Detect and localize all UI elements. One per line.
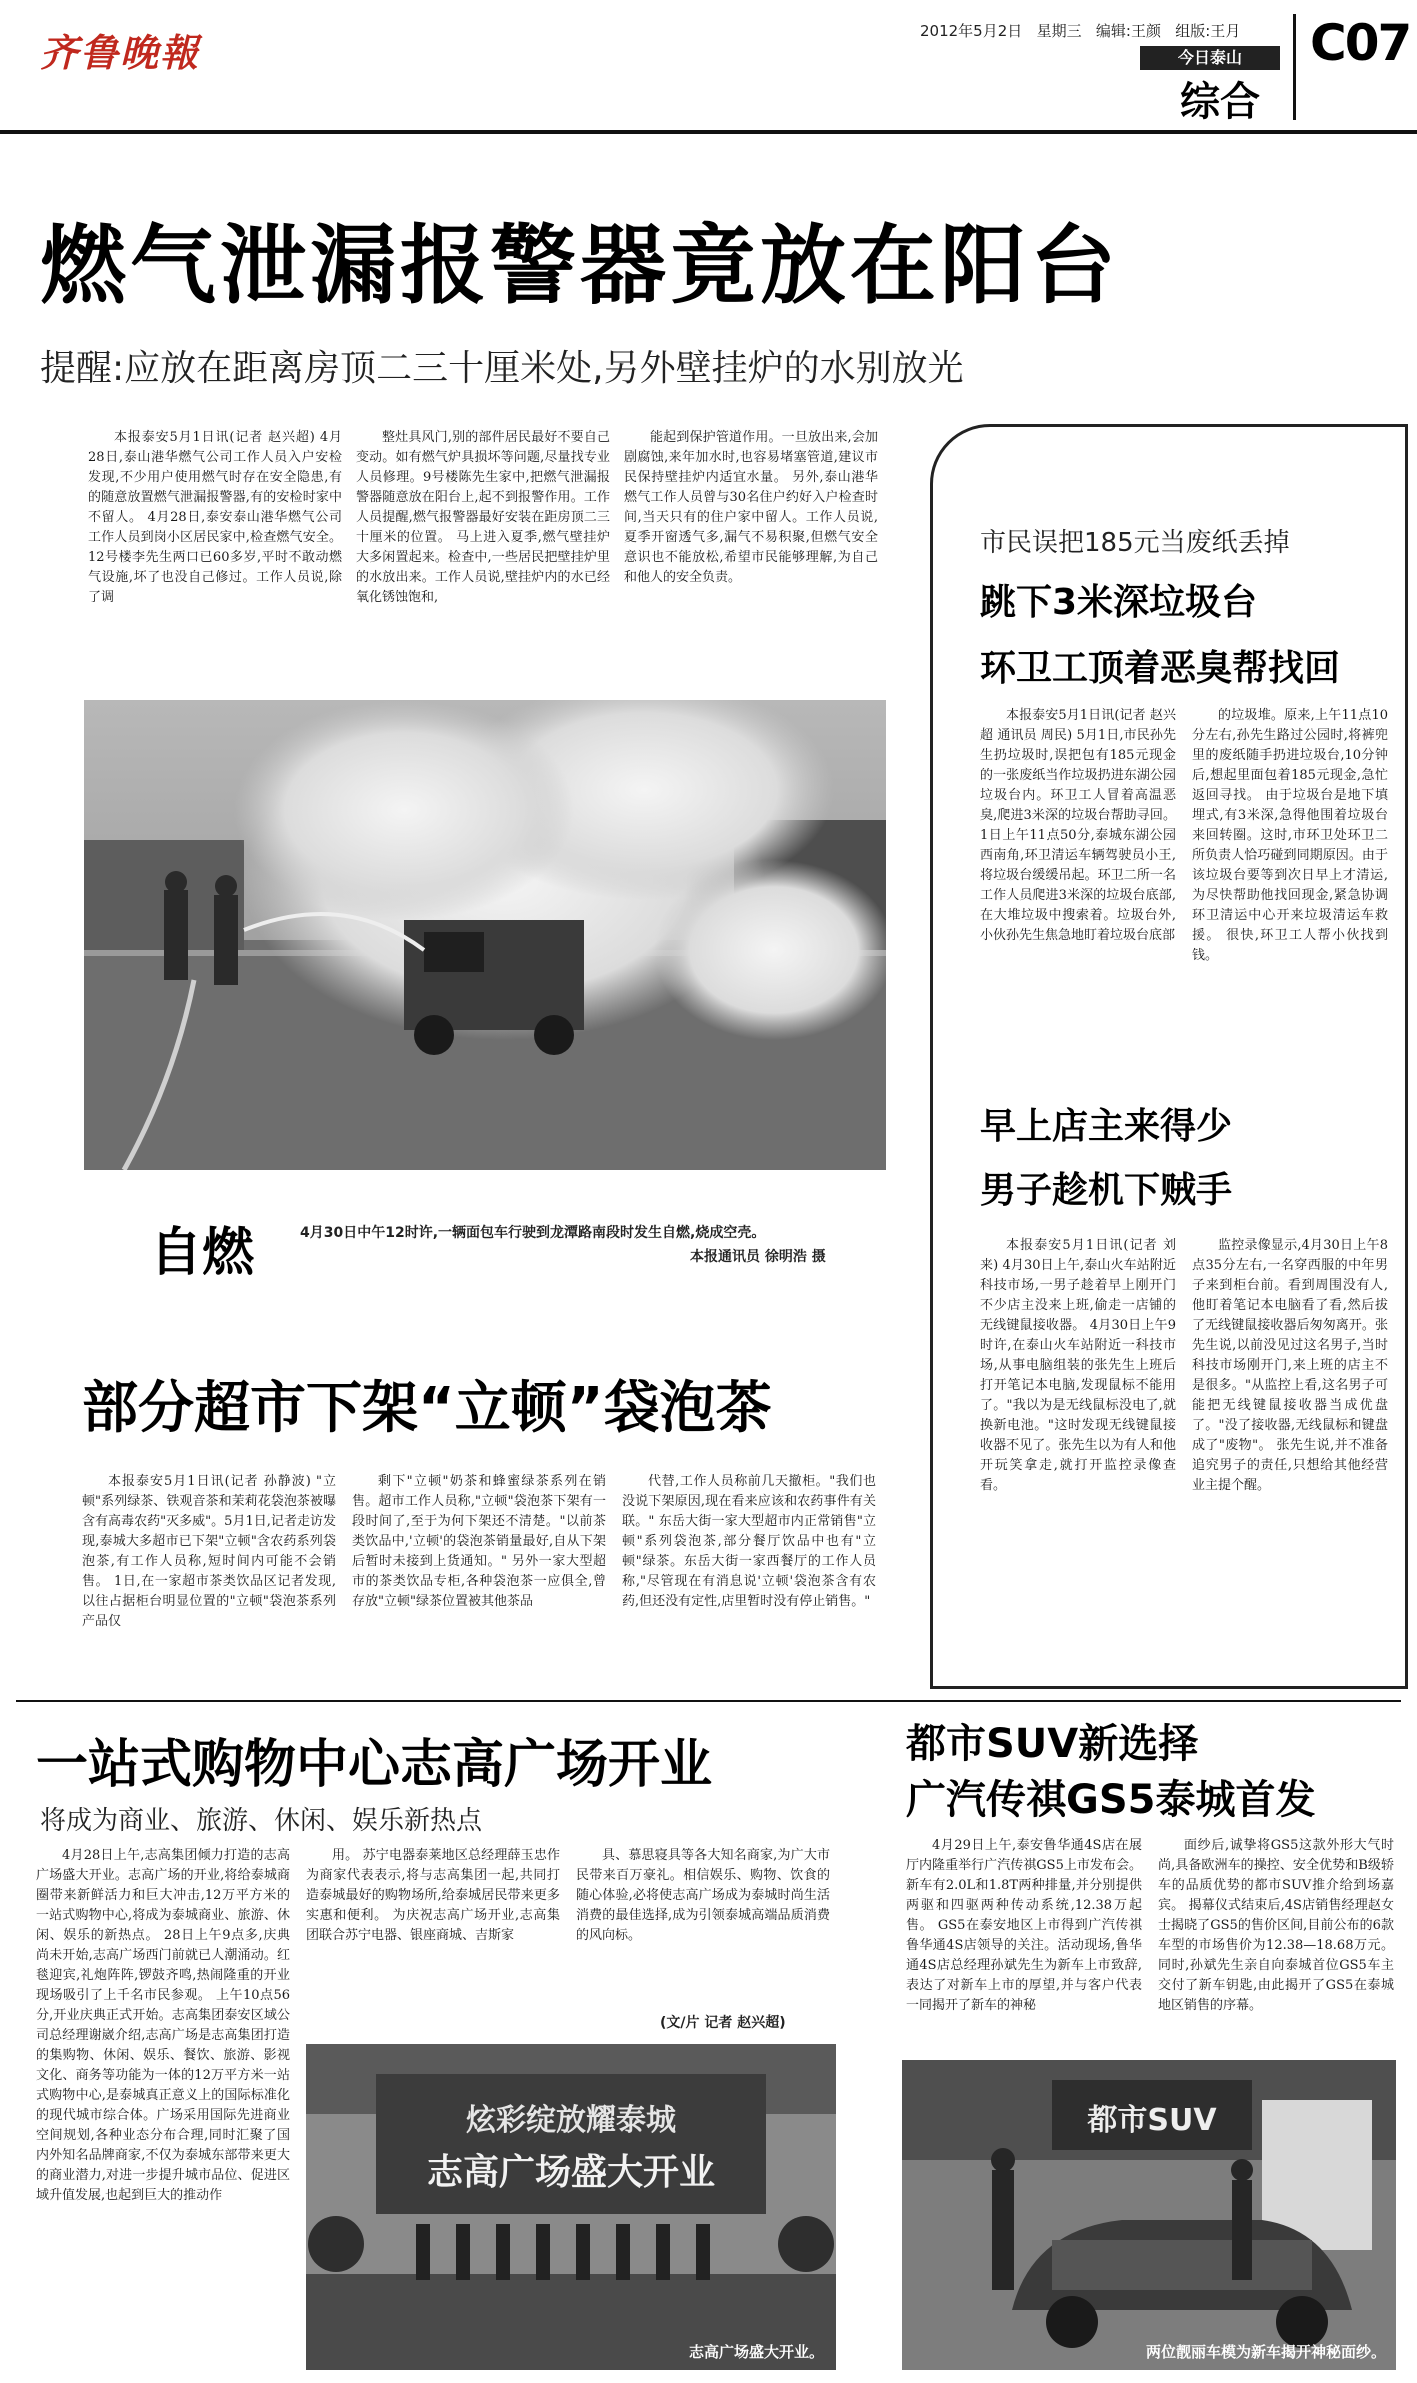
lead-column-3: 能起到保护管道作用。一旦放出来,会加剧腐蚀,来年加水时,也容易堵塞管道,建议市民保持壁挂炉内适宜水量。 另外,泰山港华燃气工作人员曾与30名住户约好入户检查时间,当天只有的住户家中留人。工作人员说,夏季开窗透气多,漏气不易积聚,但燃气安全意识也不能放松,希望市民能够理解,为自己和他人的安全负责。 (624, 430, 878, 585)
suv-banner-text: 都市SUV (1087, 2103, 1217, 2138)
mall-credit: (文/片 记者 赵兴超) (660, 2015, 786, 2031)
fire-photo (84, 700, 886, 1170)
mall-photo-illustration (306, 2044, 836, 2370)
lead-column-2: 整灶具风门,别的部件居民最好不要自己变动。如有燃气炉具损坏等问题,尽量找专业人员修理。9号楼陈先生家中,把燃气泄漏报警器随意放在阳台上,起不到报警作用。工作人员提醒,燃气报警器最好安装在距房顶二三十厘米的位置。 马上进入夏季,燃气壁挂炉大多闲置起来。检查中,一些居民把壁挂炉里的水放出来。工作人员说,壁挂炉内的水已经氧化锈蚀饱和, (356, 430, 610, 605)
tea-column-2: 剩下"立顿"奶茶和蜂蜜绿茶系列在销售。超市工作人员称,"立顿"袋泡茶下架有一段时间了,至于为何下架还不清楚。"以前茶类饮品中,'立顿'的袋泡茶销量最好,自从下架后暂时未接到上货通知。" 另外一家大型超市的茶类饮品专柜,各种袋泡茶一应俱全,曾存放"立顿"绿茶位置被其他茶品 (352, 1474, 606, 1609)
mall-subhead: 将成为商业、旅游、休闲、娱乐新热点 (40, 1806, 483, 1836)
masthead-info (920, 20, 1240, 41)
suv-photo (902, 2060, 1396, 2370)
sidebar-story2-col-1: 本报泰安5月1日讯(记者 刘来) 4月30日上午,泰山火车站附近科技市场,一男子趁着早上刚开门不少店主没来上班,偷走一店铺的无线键鼠接收器。 4月30日上午9时许,在泰山火车站附近一科技市场,从事电脑组装的张先生上班后打开笔记本电脑,发现鼠标不能用了。"我以为是无线鼠标没电了,就换新电池。"这时发现无线键鼠接收器不见了。张先生以为有人和他开玩笑拿走,就打开监控录像查看。 (980, 1238, 1176, 1493)
tea-headline: 部分超市下架“立顿”袋泡茶 (82, 1376, 772, 1441)
suv-photo-caption: 两位靓丽车模为新车揭开神秘面纱。 (1145, 2343, 1386, 2361)
lead-headline: 燃气泄漏报警器竟放在阳台 (40, 216, 1120, 316)
issue-weekday: 星期三 (1036, 22, 1082, 40)
lead-subhead: 提醒:应放在距离房顶二三十厘米处,另外壁挂炉的水别放光 (40, 348, 964, 389)
editor-credit: 编辑:王颜 (1095, 22, 1161, 40)
sidebar-headline-3: 早上店主来得少 (980, 1106, 1233, 1147)
section-tag: 今日泰山 (1140, 46, 1280, 70)
sidebar-headline-1: 跳下3米深垃圾台 (980, 582, 1258, 623)
mall-photo (306, 2044, 836, 2370)
mall-banner-text-1: 炫彩绽放耀泰城 (466, 2103, 676, 2138)
fire-photo-illustration (84, 700, 886, 1170)
issue-date: 2012年5月2日 (920, 22, 1023, 40)
section-name: 综合 (1180, 79, 1260, 125)
fire-photo-credit: 本报通讯员 徐明浩 摄 (690, 1249, 826, 1265)
suv-column-1: 4月29日上午,泰安鲁华通4S店在展厅内隆重举行广汽传祺GS5上市发布会。新车有2.0L和1.8T两种排量,并分别提供两驱和四驱两种传动系统,12.38万起售。 GS5在泰安地区上市得到广汽传祺鲁华通4S店领导的关注。活动现场,鲁华通4S店总经理孙斌先生为新车上市致辞,表达了对新车上市的厚望,并与客户代表一同揭开了新车的神秘 (906, 1838, 1142, 2013)
sidebar-kicker: 市民误把185元当废纸丢掉 (980, 528, 1290, 558)
suv-headline-2: 广汽传祺GS5泰城首发 (906, 1777, 1316, 1823)
sidebar-headline-4: 男子趁机下贼手 (980, 1170, 1233, 1211)
tea-column-3: 代替,工作人员称前几天撤柜。"我们也没说下架原因,现在看来应该和农药事件有关联。" 东岳大街一家大型超市内正常销售"立顿"系列袋泡茶,部分餐厅饮品中也有"立顿"绿茶。东岳大街一家西餐厅的工作人员称,"尽管现在有消息说'立顿'袋泡茶含有农药,但还没有定性,店里暂时没有停止销售。" (622, 1474, 876, 1609)
newspaper-logo: 齐鲁晚報 (40, 30, 201, 75)
mall-column-3: 具、慕思寝具等各大知名商家,为广大市民带来百万豪礼。相信娱乐、购物、饮食的随心体验,必将使志高广场成为泰城时尚生活消费的最佳选择,成为引领泰城高端品质消费的风向标。 (576, 1848, 830, 1943)
lead-column-1: 本报泰安5月1日讯(记者 赵兴超) 4月28日,泰山港华燃气公司工作人员入户安检发现,不少用户使用燃气时存在安全隐患,有的随意放置燃气泄漏报警器,有的安检时家中不留人。 4月28日,泰安泰山港华燃气公司工作人员到岗小区居民家中,检查燃气安全。12号楼李先生两口已60多岁,平时不敢动燃气设施,坏了也没自己修过。工作人员说,除了调 (88, 430, 342, 605)
fire-photo-caption: 4月30日中午12时许,一辆面包车行驶到龙潭路南段时发生自燃,烧成空壳。 (300, 1225, 766, 1241)
page-number: C07 (1310, 14, 1411, 72)
sidebar-story1-col-2: 的垃圾堆。原来,上午11点10分左右,孙先生路过公园时,将裤兜里的废纸随手扔进垃圾台,10分钟后,想起里面包着185元现金,急忙返回寻找。 由于垃圾台是地下填埋式,有3米深,急得他围着垃圾台来回转圈。这时,市环卫处环卫二所负责人恰巧碰到同期原因。由于该垃圾台要等到次日早上才清运,为尽快帮助他找回现金,紧急协调环卫清运中心开来垃圾清运车救援。 很快,环卫工人帮小伙找到钱。 (1192, 708, 1388, 963)
mall-column-2: 用。 苏宁电器泰莱地区总经理薛玉忠作为商家代表表示,将与志高集团一起,共同打造泰城最好的购物场所,给泰城居民带来更多实惠和便利。 为庆祝志高广场开业,志高集团联合苏宁电器、银座商城、吉斯家 (306, 1848, 560, 1943)
masthead-rule (0, 130, 1417, 134)
mall-headline: 一站式购物中心志高广场开业 (36, 1735, 713, 1795)
sidebar-story2-col-2: 监控录像显示,4月30日上午8点35分左右,一名穿西服的中年男子来到柜台前。看到周围没有人,他盯着笔记本电脑看了看,然后拔了无线键鼠接收器后匆匆离开。张先生说,以前没见过这名男子,当时科技市场刚开门,来上班的店主不是很多。"从监控上看,这名男子可能把无线键鼠接收器当成优盘了。"没了接收器,无线鼠标和键盘成了"废物"。 张先生说,并不准备追究男子的责任,只想给其他经营业主提个醒。 (1192, 1238, 1388, 1493)
mall-photo-caption: 志高广场盛大开业。 (688, 2343, 824, 2361)
tea-column-1: 本报泰安5月1日讯(记者 孙静波) "立顿"系列绿茶、铁观音茶和茉莉花袋泡茶被曝含有高毒农药"灭多威"。5月1日,记者走访发现,泰城大多超市已下架"立顿"含农药系列袋泡茶,有工作人员称,短时间内可能不会销售。 1日,在一家超市茶类饮品区记者发现,以往占据柜台明显位置的"立顿"袋泡茶系列产品仅 (82, 1474, 336, 1629)
masthead-divider (1293, 14, 1296, 120)
suv-headline-1: 都市SUV新选择 (906, 1721, 1199, 1767)
suv-column-2: 面纱后,诚挚将GS5这款外形大气时尚,具备欧洲车的操控、安全优势和B级轿车的品质优势的都市SUV推介给到场嘉宾。 揭幕仪式结束后,4S店销售经理赵女士揭晓了GS5的售价区间,目前公布的6款车型的市场售价为12.38—18.68万元。同时,孙斌先生亲自向泰城首位GS5车主交付了新车钥匙,由此揭开了GS5在泰城地区销售的序幕。 (1158, 1838, 1394, 2013)
sidebar-story1-col-1: 本报泰安5月1日讯(记者 赵兴超 通讯员 周民) 5月1日,市民孙先生扔垃圾时,误把包有185元现金的一张废纸当作垃圾扔进东湖公园垃圾台内。环卫工人冒着高温恶臭,爬进3米深的垃圾台帮助寻回。 1日上午11点50分,泰城东湖公园西南角,环卫清运车辆驾驶员小王,将垃圾台缓缓吊起。环卫二所一名工作人员爬进3米深的垃圾台底部,在大堆垃圾中搜索着。垃圾台外,小伙孙先生焦急地盯着垃圾台底部 (980, 708, 1176, 943)
mall-banner-text-2: 志高广场盛大开业 (426, 2152, 716, 2193)
section-divider (16, 1700, 1401, 1702)
sidebar-headline-2: 环卫工顶着恶臭帮找回 (980, 648, 1341, 689)
fire-photo-tag: 自燃 (150, 1223, 255, 1283)
suv-photo-illustration (902, 2060, 1396, 2370)
mall-column-1: 4月28日上午,志高集团倾力打造的志高广场盛大开业。志高广场的开业,将给泰城商圈带来新鲜活力和巨大冲击,12万平方米的一站式购物中心,将成为泰城商业、旅游、休闲、娱乐的新热点。 28日上午9点多,庆典尚未开始,志高广场西门前就已人潮涌动。红毯迎宾,礼炮阵阵,锣鼓齐鸣,热闹隆重的开业现场吸引了上千名市民参观。 上午10点56分,开业庆典正式开始。志高集团泰安区域公司总经理谢崴介绍,志高广场是志高集团打造的集购物、休闲、娱乐、餐饮、旅游、影视文化、商务等功能为一体的12万平方米一站式购物中心,是泰城真正意义上的国际标准化的现代城市综合体。广场采用国际先进商业空间规划,各种业态分布合理,同时汇聚了国内外知名品牌商家,不仅为泰城东部带来更大的商业潜力,对进一步提升城市品位、促进区域升值发展,也起到巨大的推动作 (36, 1848, 290, 2203)
layout-credit: 组版:王月 (1175, 22, 1241, 40)
